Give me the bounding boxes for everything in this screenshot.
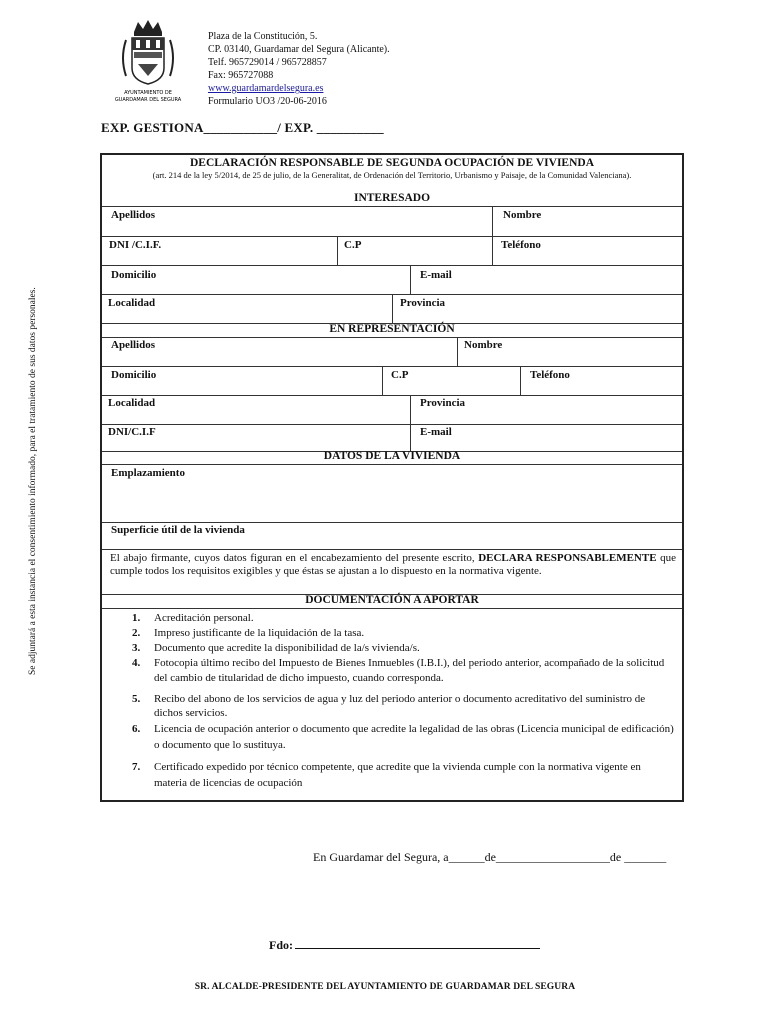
list-item <box>132 611 674 625</box>
section-heading: DATOS DE LA VIVIENDA <box>323 450 461 462</box>
localidad-field[interactable] <box>102 295 392 323</box>
representacion-row-locality <box>102 396 682 425</box>
item-number: 5. <box>132 693 141 705</box>
rep-localidad-field[interactable] <box>102 396 410 424</box>
superficie-field[interactable] <box>102 523 682 550</box>
item-number: 3. <box>132 642 141 654</box>
section-representacion-header <box>102 324 682 338</box>
place-date-line[interactable]: En Guardamar del Segura, a______de___________________de _______ <box>313 850 667 864</box>
rep-domicilio-field[interactable] <box>102 367 382 395</box>
fax-line: Fax: 965727088 <box>208 70 274 81</box>
section-heading: DOCUMENTACIÓN A APORTAR <box>305 594 479 606</box>
item-number: 6. <box>132 723 141 735</box>
item-text: Licencia de ocupación anterior o documento que acredite la legalidad de las obras (Licencia municipal de edificación) o documento que lo sustituya. <box>154 723 674 751</box>
field-label: Emplazamiento <box>111 467 185 479</box>
cp-field[interactable] <box>337 237 493 265</box>
form-code: Formulario UO3 /20-06-2016 <box>208 96 327 107</box>
documentacion-list-area <box>102 609 682 800</box>
rep-telefono-field[interactable] <box>520 367 682 395</box>
representacion-row-address <box>102 367 682 396</box>
field-label: DNI /C.I.F. <box>109 239 162 251</box>
declaration-text <box>110 552 676 577</box>
field-label: Localidad <box>108 397 156 409</box>
domicilio-field[interactable] <box>102 266 410 294</box>
field-label: Apellidos <box>111 339 156 351</box>
svg-text:AYUNTAMIENTO DE: AYUNTAMIENTO DE <box>124 90 172 96</box>
provincia-field[interactable] <box>392 295 682 323</box>
field-label: DNI/C.I.F <box>108 426 156 438</box>
section-interesado-header <box>102 192 682 207</box>
address-line: CP. 03140, Guardamar del Segura (Alicante). <box>208 44 390 55</box>
field-label: Nombre <box>464 339 503 351</box>
address-line: Plaza de la Constitución, 5. <box>208 31 318 42</box>
interesado-row-address <box>102 266 682 295</box>
item-number: 4. <box>132 657 141 669</box>
rep-email-field[interactable] <box>410 425 682 451</box>
item-text: Acreditación personal. <box>154 612 254 624</box>
item-text: Fotocopia último recibo del Impuesto de Bienes Inmuebles (I.B.I.), del periodo anterior, acompañado de la solicitud del cambio de titularidad de dicho impuesto, cuando corresponda. <box>154 657 665 684</box>
item-number: 7. <box>132 761 141 773</box>
signature-blank[interactable] <box>295 948 540 949</box>
list-item <box>132 692 674 720</box>
field-label: Provincia <box>420 397 466 409</box>
header-address-block <box>208 30 390 108</box>
documentacion-list <box>132 611 674 792</box>
dni-field[interactable] <box>102 237 337 265</box>
item-text: Documento que acredite la disponibilidad de la/s vivienda/s. <box>154 642 420 654</box>
declaration-part: El abajo firmante, cuyos datos figuran en el encabezamiento del presente escrito, <box>110 552 479 564</box>
list-item <box>132 626 674 640</box>
item-text: Impreso justificante de la liquidación de la tasa. <box>154 627 365 639</box>
website-link[interactable]: www.guardamardelsegura.es <box>208 83 324 94</box>
section-heading: INTERESADO <box>353 192 431 204</box>
item-text: Certificado expedido por técnico competente, que acredite que la vivienda cumple con la normativa vigente en materia de licencias de ocupación <box>154 761 641 789</box>
section-heading: EN REPRESENTACIÓN <box>329 323 455 335</box>
item-number: 1. <box>132 612 141 624</box>
interesado-row-locality <box>102 295 682 324</box>
list-item <box>132 641 674 655</box>
field-label: Teléfono <box>501 239 541 251</box>
interesado-row-name <box>102 207 682 237</box>
field-label: Provincia <box>400 297 446 309</box>
declaration-form <box>100 153 684 802</box>
side-consent-text: Se adjuntará a esta instancia el consentimiento informado, para el tratamiento de sus datos personales. <box>28 287 38 675</box>
side-consent-note <box>28 275 41 675</box>
form-subtitle: (art. 214 de la ley 5/2014, de 25 de julio, de la Generalitat, de Ordenación del Territorio, Urbanismo y Paisaje, de la Comunidad Valenciana). <box>152 170 632 180</box>
svg-text:GUARDAMAR DEL SEGURA: GUARDAMAR DEL SEGURA <box>114 97 182 103</box>
signature-label: Fdo: <box>269 938 293 952</box>
item-text: Recibo del abono de los servicios de agua y luz del periodo anterior o documento acreditativo del suministro de dichos servicios. <box>154 693 646 719</box>
field-label: Localidad <box>108 297 156 309</box>
form-title-block <box>102 155 682 191</box>
email-field[interactable] <box>410 266 682 294</box>
municipal-coat-of-arms-logo <box>112 18 184 104</box>
list-item <box>132 721 674 753</box>
field-label: E-mail <box>420 426 452 438</box>
representacion-row-name <box>102 338 682 367</box>
section-vivienda-header <box>102 452 682 465</box>
list-item <box>132 759 674 791</box>
rep-dni-field[interactable] <box>102 425 410 451</box>
section-documentacion-header <box>102 595 682 609</box>
signature-line[interactable] <box>269 938 540 953</box>
expedient-number-line[interactable]: EXP. GESTIONA___________/ EXP. __________ <box>101 120 384 135</box>
rep-provincia-field[interactable] <box>410 396 682 424</box>
field-label: C.P <box>391 369 409 381</box>
telefono-field[interactable] <box>492 237 682 265</box>
declaration-block <box>102 550 682 595</box>
declaration-bold: DECLARA RESPONSABLEMENTE <box>478 552 657 564</box>
apellidos-field[interactable] <box>102 207 492 236</box>
interesado-row-id <box>102 237 682 266</box>
list-item <box>132 656 674 686</box>
form-title: DECLARACIÓN RESPONSABLE DE SEGUNDA OCUPACIÓN DE VIVIENDA <box>189 157 595 169</box>
field-label: Domicilio <box>111 269 157 281</box>
item-number: 2. <box>132 627 141 639</box>
field-label: C.P <box>344 239 362 251</box>
field-label: Superficie útil de la vivienda <box>111 524 245 536</box>
field-label: Teléfono <box>530 369 570 381</box>
emplazamiento-field[interactable] <box>102 465 682 523</box>
field-label: Apellidos <box>111 209 156 221</box>
declaration-part: que cumple todos los requisitos exigibles y que éstas se ajustan a lo dispuesto en la normativa vigente. <box>110 552 676 577</box>
representacion-row-id <box>102 425 682 452</box>
field-label: Domicilio <box>111 369 157 381</box>
rep-cp-field[interactable] <box>382 367 521 395</box>
field-label: E-mail <box>420 269 452 281</box>
rep-apellidos-field[interactable] <box>102 338 457 366</box>
field-label: Nombre <box>503 209 542 221</box>
addressee-line: SR. ALCALDE-PRESIDENTE DEL AYUNTAMIENTO DE GUARDAMAR DEL SEGURA <box>194 982 576 992</box>
rep-nombre-field[interactable] <box>457 338 682 366</box>
nombre-field[interactable] <box>492 207 682 236</box>
phone-line: Telf. 965729014 / 965728857 <box>208 57 327 68</box>
